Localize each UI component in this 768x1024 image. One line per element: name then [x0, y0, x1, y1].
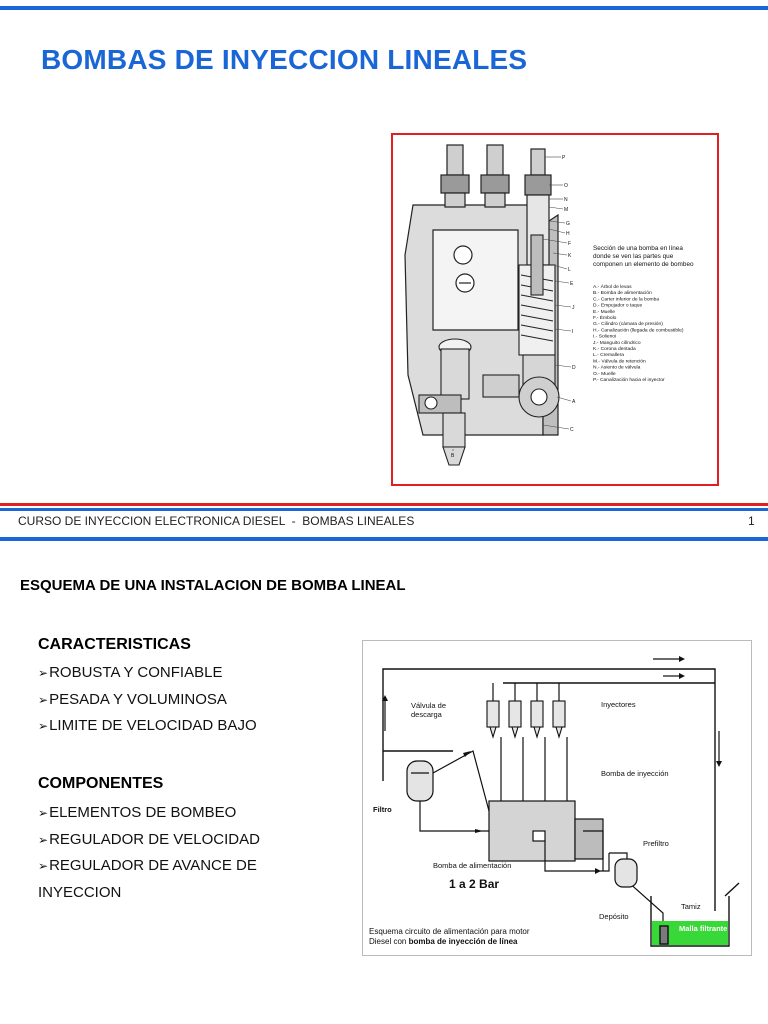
legend-item: F.- Émbolo [593, 316, 617, 321]
list-item: ➢REGULADOR DE VELOCIDAD [38, 827, 260, 854]
legend-item: L.- Cremallera [593, 353, 624, 359]
svg-text:Prefiltro: Prefiltro [643, 839, 669, 848]
svg-text:donde se ven las partes que: donde se ven las partes que [593, 253, 674, 260]
fuel-circuit-diagram [363, 641, 751, 955]
legend-item: A.- Árbol de levas [593, 285, 632, 290]
legend-item: O.- Muelle [593, 371, 616, 377]
arrow-bullet-icon: ➢ [38, 832, 49, 847]
svg-text:Bomba de alimentación: Bomba de alimentación [433, 861, 512, 870]
figure-legend [593, 283, 684, 383]
pump-section-figure [391, 133, 719, 486]
componentes-list [38, 800, 260, 906]
componentes-heading: COMPONENTES [38, 775, 164, 792]
svg-text:Malla filtrante: Malla filtrante [679, 924, 728, 933]
letter-c: C [570, 427, 574, 433]
legend-item: P.- Canalización hacia el inyector [593, 378, 665, 383]
letter-a: A [572, 399, 576, 405]
letter-o: O [564, 183, 568, 189]
arrow-bullet-icon: ➢ [38, 692, 49, 707]
svg-text:Filtro: Filtro [373, 805, 392, 814]
svg-text:Sección de una bomba en línea: Sección de una bomba en línea [593, 245, 683, 252]
svg-text:Inyectores: Inyectores [601, 700, 636, 709]
arrow-bullet-icon: ➢ [38, 859, 49, 873]
list-item-continuation: INYECCION [38, 883, 122, 901]
fuel-circuit-figure [362, 640, 752, 956]
legend-item: B.- Bomba de alimentación [593, 291, 652, 297]
legend-item: J.- Manguito cilíndrico [593, 340, 641, 346]
legend-item: I.- Solienoi [593, 334, 617, 340]
legend-item: M.- Válvula de retención [593, 359, 646, 365]
slide2-top-rule [0, 537, 768, 541]
list-item: ➢LIMITE DE VELOCIDAD BAJO [38, 713, 257, 740]
arrow-bullet-icon: ➢ [38, 719, 49, 733]
caracteristicas-heading: CARACTERISTICAS [38, 636, 191, 653]
letter-n: N [564, 197, 568, 203]
legend-item: D.- Empujador o taque [593, 303, 643, 309]
footer-red-rule [0, 503, 768, 506]
arrow-bullet-icon: ➢ [38, 806, 49, 820]
pump-cross-section-drawing [393, 135, 717, 484]
page-number: 1 [748, 514, 755, 528]
svg-text:descarga: descarga [411, 710, 442, 719]
svg-text:Esquema circuito de alimentaci: Esquema circuito de alimentación para motor [369, 927, 530, 936]
top-rule [0, 6, 768, 10]
slide-title: BOMBAS DE INYECCION LINEALES [41, 44, 528, 75]
svg-text:Tamiz: Tamiz [681, 902, 701, 911]
legend-item: H.- Canalización (llegada de combustible) [593, 328, 684, 334]
letter-g: G [566, 221, 570, 227]
legend-item: G.- Cilindro (cámara de presión) [593, 322, 663, 328]
letter-f: F [568, 241, 572, 247]
prefilter [615, 859, 637, 887]
letter-h: H [566, 231, 570, 237]
injectors [487, 701, 565, 737]
list-item: ➢ELEMENTOS DE BOMBEO [38, 800, 260, 827]
letter-d: D [572, 365, 576, 371]
main-filter [407, 761, 433, 801]
footer-course-title: CURSO DE INYECCION ELECTRONICA DIESEL - BOMBAS LINEALES [18, 514, 415, 528]
legend-item: K.- Corona dentada [593, 347, 636, 352]
letter-p: P [562, 155, 566, 161]
slide2-title: ESQUEMA DE UNA INSTALACION DE BOMBA LINEAL [20, 577, 406, 594]
arrow-bullet-icon: ➢ [38, 666, 49, 680]
letter-b: B [451, 453, 455, 459]
svg-text:Válvula de: Válvula de [411, 701, 447, 710]
list-item: ➢REGULADOR DE AVANCE DE [38, 853, 260, 880]
svg-text:Bomba de inyección: Bomba de inyección [601, 769, 669, 778]
letter-j: J [572, 305, 575, 311]
list-item: ➢ROBUSTA Y CONFIABLE [38, 660, 257, 687]
letter-l: L [568, 267, 571, 273]
pressure-label: 1 a 2 Bar [449, 877, 500, 891]
list-item: ➢PESADA Y VOLUMINOSA [38, 687, 257, 714]
legend-item: N.- Asiento de válvula [593, 365, 641, 371]
caracteristicas-list [38, 660, 257, 740]
letter-i: I [572, 329, 574, 335]
footer-blue-rule [0, 508, 768, 511]
caption-line2: Diesel con bomba de inyección de línea [369, 937, 518, 946]
figure-caption [593, 245, 694, 268]
svg-text:componen un elemento de bombeo: componen un elemento de bombeo [593, 261, 694, 268]
legend-item: C.- Carter inferior de la bomba [593, 297, 660, 303]
letter-m: M [564, 207, 569, 213]
letter-k: K [568, 253, 572, 259]
legend-item: E.- Muelle [593, 309, 616, 315]
letter-e: E [570, 281, 574, 287]
svg-text:Depósito: Depósito [599, 912, 629, 921]
fuel-tank [651, 883, 739, 946]
